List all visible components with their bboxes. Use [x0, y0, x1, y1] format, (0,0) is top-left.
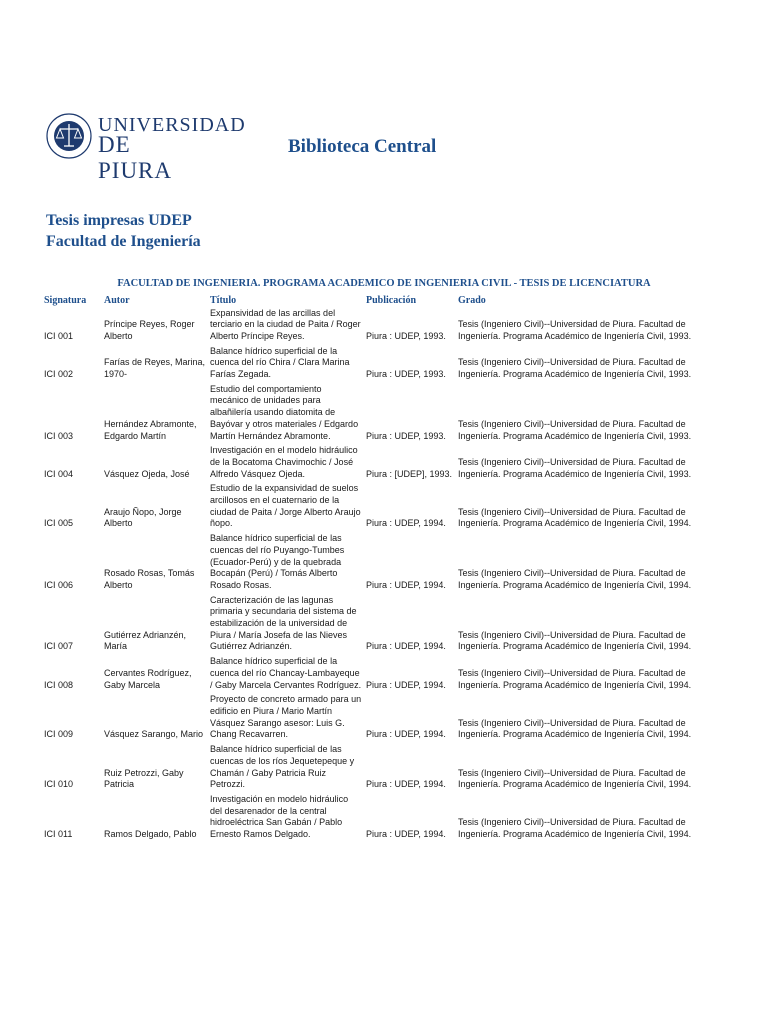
- cell-signatura: ICI 006: [44, 579, 74, 590]
- cell-titulo: Estudio de la expansividad de suelos arcillosos en el cuaternario de la ciudad de Paita / Jorge Alberto Araujo ñopo.: [210, 483, 361, 529]
- column-header-publicacion: Publicación: [366, 295, 417, 306]
- university-seal-icon: [44, 98, 94, 178]
- table-row: [42, 482, 732, 532]
- cell-titulo: Expansividad de las arcillas del terciario en la ciudad de Paita / Roger Alberto Príncipe Reyes.: [210, 307, 361, 341]
- cell-signatura: ICI 005: [44, 518, 74, 529]
- cell-publicacion: Piura : UDEP, 1993.: [366, 330, 446, 341]
- cell-titulo: Caracterización de las lagunas primaria y secundaria del sistema de estabilización de la universidad de Piura / María Josefa de las Nieves Gutiérrez Adrianzén.: [210, 594, 357, 652]
- cell-titulo: Balance hídrico superficial de las cuencas de los ríos Jequetepeque y Chamán / Gaby Patricia Ruiz Petrozzi.: [210, 744, 355, 790]
- cell-grado: Tesis (Ingeniero Civil)--Universidad de Piura. Facultad de Ingeniería. Programa Académico de Ingeniería Civil, 1994.: [458, 629, 692, 652]
- library-title: Biblioteca Central: [288, 136, 437, 157]
- cell-grado: Tesis (Ingeniero Civil)--Universidad de Piura. Facultad de Ingeniería. Programa Académico de Ingeniería Civil, 1993.: [458, 456, 692, 479]
- cell-autor: Príncipe Reyes, Roger Alberto: [104, 319, 195, 341]
- cell-grado: Tesis (Ingeniero Civil)--Universidad de Piura. Facultad de Ingeniería. Programa Académico de Ingeniería Civil, 1994.: [458, 717, 692, 740]
- heading-facultad: Facultad de Ingeniería: [46, 233, 201, 250]
- cell-grado: Tesis (Ingeniero Civil)--Universidad de Piura. Facultad de Ingeniería. Programa Académico de Ingeniería Civil, 1994.: [458, 667, 692, 690]
- table-row: [42, 306, 732, 344]
- cell-signatura: ICI 007: [44, 641, 74, 652]
- cell-autor: Vásquez Sarango, Mario: [104, 729, 204, 740]
- cell-titulo: Estudio del comportamiento mecánico de unidades para albañilería usando diatomita de Bayóvar y otros materiales / Edgardo Martín Hernández Abramonte.: [210, 383, 359, 441]
- cell-publicacion: Piura : UDEP, 1994.: [366, 641, 446, 652]
- cell-autor: Cervantes Rodríguez, Gaby Marcela: [104, 667, 192, 690]
- cell-autor: Hernández Abramonte, Edgardo Martín: [104, 418, 197, 441]
- table-row: [42, 743, 732, 793]
- cell-grado: Tesis (Ingeniero Civil)--Universidad de Piura. Facultad de Ingeniería. Programa Académico de Ingeniería Civil, 1994.: [458, 767, 692, 790]
- cell-publicacion: Piura : UDEP, 1993.: [366, 369, 446, 380]
- cell-grado: Tesis (Ingeniero Civil)--Universidad de Piura. Facultad de Ingeniería. Programa Académico de Ingeniería Civil, 1994.: [458, 817, 692, 840]
- cell-grado: Tesis (Ingeniero Civil)--Universidad de Piura. Facultad de Ingeniería. Programa Académico de Ingeniería Civil, 1993.: [458, 319, 692, 341]
- heading-tesis: Tesis impresas UDEP: [46, 212, 192, 229]
- section-title: FACULTAD DE INGENIERIA. PROGRAMA ACADEMICO DE INGENIERIA CIVIL - TESIS DE LICENCIATURA: [117, 278, 651, 289]
- cell-publicacion: Piura : UDEP, 1993.: [366, 430, 446, 441]
- table-row: [42, 792, 732, 842]
- cell-titulo: Balance hídrico superficial de la cuenca del río Chancay-Lambayeque / Gaby Marcela Cervantes Rodríguez.: [210, 656, 362, 690]
- cell-titulo: Investigación en modelo hidráulico del desarenador de la central hidroeléctrica San Gabán / Pablo Ernesto Ramos Delgado.: [210, 793, 349, 840]
- cell-signatura: ICI 011: [44, 829, 73, 840]
- cell-grado: Tesis (Ingeniero Civil)--Universidad de Piura. Facultad de Ingeniería. Programa Académico de Ingeniería Civil, 1993.: [458, 418, 692, 441]
- cell-grado: Tesis (Ingeniero Civil)--Universidad de Piura. Facultad de Ingeniería. Programa Académico de Ingeniería Civil, 1994.: [458, 568, 692, 590]
- column-header-grado: Grado: [458, 295, 486, 306]
- logo-text-line1: UNIVERSIDAD: [98, 114, 246, 136]
- table-row: [42, 344, 732, 382]
- cell-autor: Gutiérrez Adrianzén, María: [104, 629, 187, 652]
- cell-publicacion: Piura : UDEP, 1994.: [366, 518, 446, 529]
- cell-publicacion: Piura : UDEP, 1994.: [366, 579, 446, 590]
- table-row: [42, 532, 732, 594]
- table-row: [42, 693, 732, 743]
- cell-signatura: ICI 003: [44, 430, 74, 441]
- logo-text-line2: DE PIURA: [98, 132, 173, 183]
- cell-publicacion: Piura : UDEP, 1994.: [366, 729, 446, 740]
- cell-autor: Farías de Reyes, Marina, 1970-: [104, 357, 206, 380]
- cell-signatura: ICI 008: [44, 679, 74, 690]
- thesis-table: [42, 292, 732, 842]
- column-header-titulo: Título: [210, 295, 237, 306]
- cell-signatura: ICI 010: [44, 779, 74, 790]
- page-header: [44, 98, 744, 183]
- cell-titulo: Investigación en el modelo hidráulico de la Bocatoma Chavimochic / José Alfredo Vásquez Ojeda.: [210, 445, 358, 479]
- table-header-row: [42, 292, 732, 306]
- cell-publicacion: Piura : UDEP, 1994.: [366, 829, 446, 840]
- column-header-autor: Autor: [104, 295, 130, 306]
- cell-autor: Ramos Delgado, Pablo: [104, 829, 197, 840]
- cell-titulo: Balance hídrico superficial de la cuenca del río Chira / Clara Marina Farías Zegada.: [210, 345, 350, 380]
- university-logo: [44, 98, 246, 183]
- column-header-signatura: Signatura: [44, 295, 87, 306]
- cell-signatura: ICI 004: [44, 468, 74, 479]
- cell-publicacion: Piura : [UDEP], 1993.: [366, 468, 453, 479]
- cell-autor: Vásquez Ojeda, José: [104, 468, 190, 479]
- cell-titulo: Balance hídrico superficial de las cuencas del río Puyango-Tumbes (Ecuador-Perú) y de la quebrada Bocapán (Perú) / Tomás Alberto Rosado Rosas.: [210, 533, 345, 590]
- cell-autor: Ruiz Petrozzi, Gaby Patricia: [104, 767, 184, 790]
- table-row: [42, 593, 732, 655]
- table-row: [42, 655, 732, 693]
- cell-signatura: ICI 001: [44, 330, 74, 341]
- cell-grado: Tesis (Ingeniero Civil)--Universidad de Piura. Facultad de Ingeniería. Programa Académico de Ingeniería Civil, 1994.: [458, 506, 692, 529]
- cell-signatura: ICI 002: [44, 369, 74, 380]
- cell-autor: Araujo Ñopo, Jorge Alberto: [104, 506, 182, 529]
- table-row: [42, 382, 732, 444]
- table-row: [42, 444, 732, 482]
- cell-titulo: Proyecto de concreto armado para un edificio en Piura / Mario Martín Vásquez Sarango asesor: Luis G. Chang Recavarren.: [210, 694, 362, 740]
- cell-publicacion: Piura : UDEP, 1994.: [366, 679, 446, 690]
- cell-grado: Tesis (Ingeniero Civil)--Universidad de Piura. Facultad de Ingeniería. Programa Académico de Ingeniería Civil, 1993.: [458, 357, 692, 380]
- cell-publicacion: Piura : UDEP, 1994.: [366, 779, 446, 790]
- cell-autor: Rosado Rosas, Tomás Alberto: [104, 568, 195, 590]
- cell-signatura: ICI 009: [44, 729, 74, 740]
